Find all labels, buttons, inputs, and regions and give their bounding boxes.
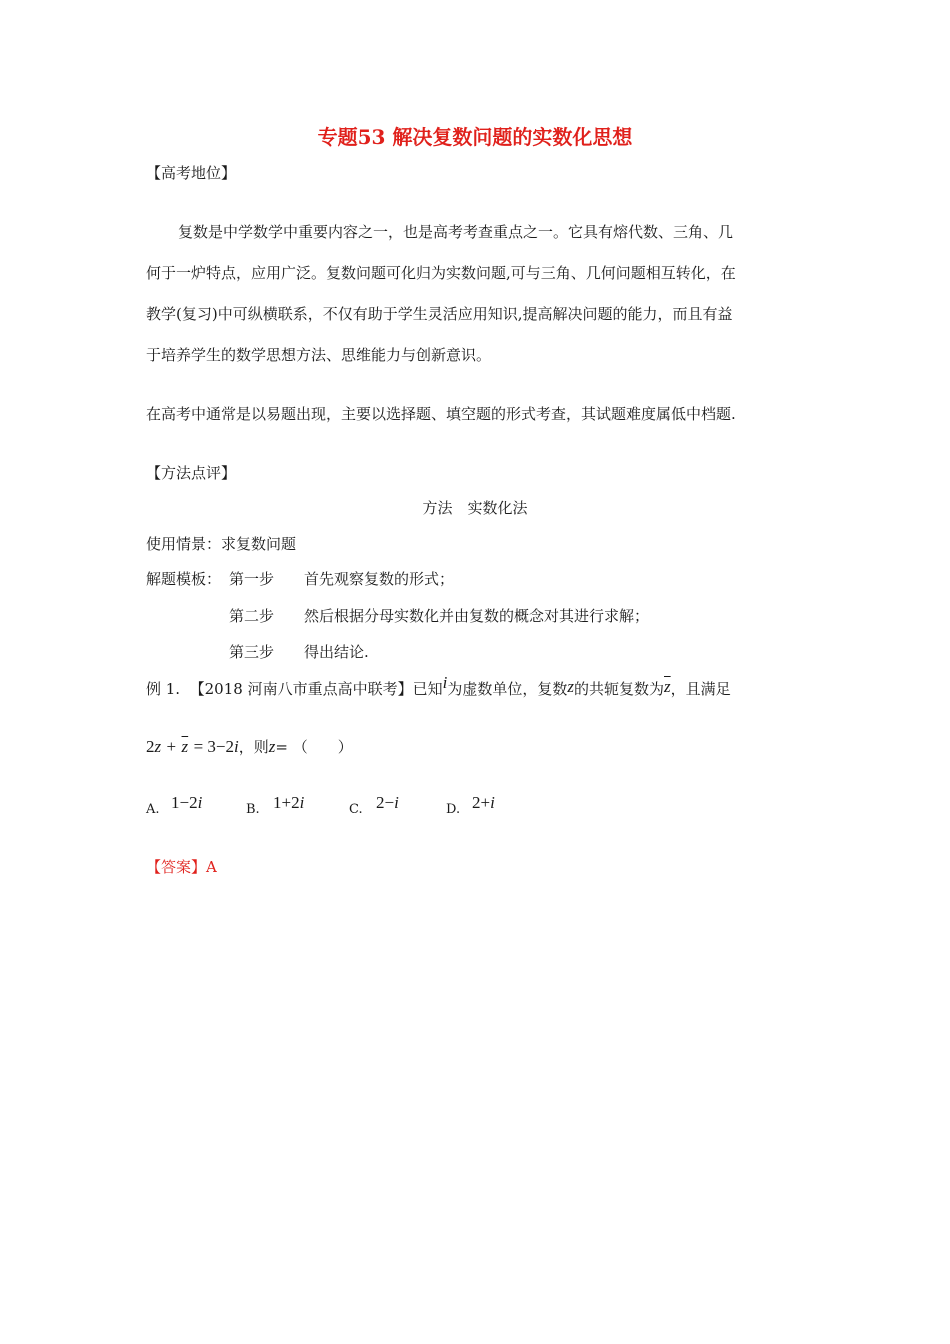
usage-scenario: 使用情景：求复数问题	[146, 535, 297, 553]
step-3-label: 第三步	[229, 643, 275, 661]
option-a-value: 1−2i	[171, 793, 203, 812]
method-title: 方法 实数化法	[422, 499, 528, 517]
eq-i: i	[234, 737, 239, 756]
math-z: z	[567, 677, 574, 696]
option-a-label: A.	[146, 802, 160, 817]
page-title: 专题53 解决复数问题的实数化思想	[317, 125, 633, 149]
option-b-value: 1+2i	[273, 793, 305, 812]
step-2-text: 然后根据分母实数化并由复数的概念对其进行求解；	[304, 607, 650, 625]
eq-plus: +	[166, 737, 177, 756]
section-heading-exam-status: 【高考地位】	[146, 164, 237, 182]
eq-z: z	[154, 737, 162, 756]
paragraph-line-4: 于培养学生的数学思想方法、思维能力与创新意识。	[146, 346, 492, 364]
template-label: 解题模板：	[146, 570, 222, 588]
paragraph-line-3: 教学(复习)中可纵横联系，不仅有助于学生灵活应用知识,提高解决问题的能力，而且有益	[146, 305, 733, 323]
example-text-4: ，且满足	[670, 680, 731, 698]
eq-coef: 2	[146, 737, 155, 756]
eq-rhs: = 3−2	[193, 737, 234, 756]
answer-line	[146, 857, 217, 877]
option-b-label: B.	[246, 802, 260, 817]
paragraph-line-1: 复数是中学数学中重要内容之一，也是高考考查重点之一。它具有熔代数、三角、几	[178, 223, 734, 241]
option-c-value: 2−i	[376, 793, 399, 812]
example-prefix: 例 1.	[146, 680, 181, 698]
example-equation-line	[146, 737, 353, 757]
answer-label: 【答案】	[146, 858, 207, 876]
example-text-3: 的共轭复数为	[573, 680, 664, 698]
eq-z-conjugate: $\overline{z}$	[181, 737, 189, 756]
answer-value: A	[206, 858, 217, 876]
option-d-label: D.	[446, 802, 461, 817]
math-i: i	[442, 673, 448, 692]
example-question-line-1	[146, 673, 731, 699]
step-1-label: 第一步	[229, 570, 275, 588]
eq-answer-z: z	[268, 737, 276, 756]
option-c-label: C.	[349, 802, 363, 817]
paragraph-line-2: 何于一炉特点，应用广泛。复数问题可化归为实数问题,可与三角、几何问题相互转化，在	[146, 264, 736, 282]
math-z-conjugate: $\overline{z}$	[664, 677, 671, 696]
example-text-1: 已知	[412, 680, 443, 698]
step-3-text: 得出结论.	[304, 643, 369, 661]
example-text-7: = （ ）	[275, 738, 353, 756]
step-2-label: 第二步	[229, 607, 275, 625]
example-text-5: ，则	[238, 738, 269, 756]
option-d-value: 2+i	[472, 793, 495, 812]
example-source: 【2018 河南八市重点高中联考】	[189, 680, 413, 698]
step-1-text: 首先观察复数的形式；	[304, 570, 455, 588]
paragraph-exam-format: 在高考中通常是以易题出现，主要以选择题、填空题的形式考查，其试题难度属低中档题.	[146, 405, 736, 423]
section-heading-method: 【方法点评】	[146, 464, 237, 482]
example-text-2: 为虚数单位，复数	[447, 680, 568, 698]
